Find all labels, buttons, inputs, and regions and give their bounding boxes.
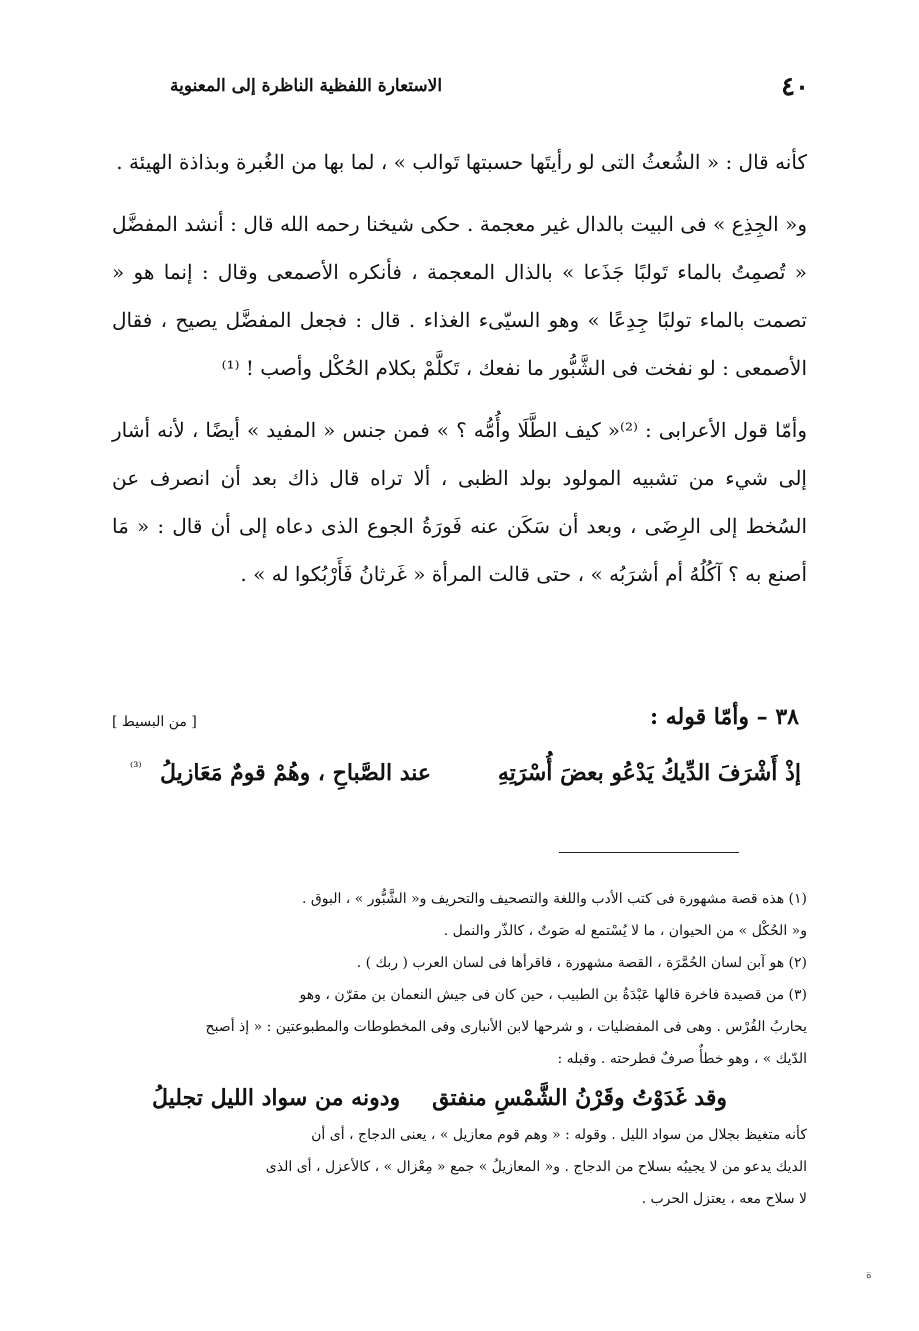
footnote-3-line-6: لا سلاح معه ، يعتزل الحرب .	[641, 1191, 807, 1207]
footnote-3-line-1: (٣) من قصيدة فاخرة قالها عَبْدَةُ بن الطبيب ، حين كان فى جيش النعمان بن مقرّن ، وهو	[299, 987, 807, 1003]
body-text	[112, 138, 807, 612]
footnote-1-line-2: و« الحُكْل » من الحيوان ، ما لا يُسْتمع له صَوتٌ ، كالذّر والنمل .	[443, 923, 807, 939]
verse-heading	[112, 704, 799, 754]
footnote-2: (٢) هو آبن لسان الحُمَّرَة ، القصة مشهورة ، فاقرأها فى لسان العرب ( ربك ) .	[356, 955, 807, 971]
page-number: ٤٠	[781, 72, 809, 102]
footnote-3-line-3: الدّيك » ، وهو خطأٌ صرفٌ فطرحته . وقبله :	[557, 1051, 807, 1067]
verse-hemistich-first: إذْ أَشْرَفَ الدِّيكُ يَدْعُو بعضَ أُسْرَتِهِ	[497, 760, 801, 786]
paragraph-1: كأنه قال : « الشُعثُ التى لو رأيتَها حسبتها تَوالب » ، لما بها من الغُبرة وبذاذة الهيئة .	[116, 150, 807, 174]
footnote-verse-hemistich-second: ودونه من سواد الليل تجليلُ	[152, 1085, 401, 1111]
footnote-3-line-5: الديك يدعو من لا يجيبُه بسلاح من الدجاج . و« المعازيلُ » جمع « مِعْزال » ، كالأعزل ، أى الذى	[265, 1159, 807, 1175]
footnote-divider	[559, 852, 739, 853]
footnote-3-line-2: يحاربُ الفُرْس . وهى فى المفضليات ، و شرحها لابن الأنبارى وفى المخطوطات والمطبوعتين : « إذ أصبح	[205, 1019, 807, 1035]
footnote-verse-hemistich-first: وقد غَدَوْتُ وقَرْنُ الشَّمْسِ منفتق	[432, 1085, 727, 1111]
verse-hemistich-second: عند الصَّباحِ ، وهُمْ قومٌ مَعَازيلُ	[160, 760, 432, 786]
footnote-3-verse	[112, 1081, 807, 1115]
verse-meter: [ من البسيط ]	[112, 714, 197, 730]
paragraph-2: و« الجِذِع » فى البيت بالدال غير معجمة . حكى شيخنا رحمه الله قال : أنشد المفضَّل « تُصمِتُ بالماء تَولبًا جَذَعا » بالذال المعجمة ، فأنكره الأصمعى وقال : إنما هو « تصمت بالماء تولبًا جِدِعًا » وهو السيّىء الغذاء . قال : فجعل المفضَّل يصيح ، فقال الأصمعى : لو نفخت فى الشَّبُّور ما نفعك ، تَكلَّمْ بكلام الحُكْل وأصب ! ⁽¹⁾	[112, 212, 807, 380]
verse-number: ٣٨ – وأمّا قوله :	[649, 704, 799, 730]
corner-mark: ة	[866, 1268, 872, 1281]
verse-footnote-ref: ⁽³⁾	[130, 760, 142, 775]
footnotes	[112, 885, 807, 1217]
footnote-1-line-1: (١) هذه قصة مشهورة فى كتب الأدب واللغة والتصحيف والتحريف و« الشَّبُّور » ، البوق .	[301, 891, 807, 907]
page-header	[110, 72, 809, 112]
footnote-3-line-4: كأنه متغيظ بجلال من سواد الليل . وقوله : « وهم قوم معازيل » ، يعنى الدجاج ، أى أن	[311, 1127, 807, 1143]
paragraph-3: وأمّا قول الأعرابى : ⁽²⁾« كيف الطَّلَا وأُمُّه ؟ » فمن جنس « المفيد » أيضًا ، لأنه أشار إلى شيء من تشبيه المولود بولد الظبى ، ألا تراه قال ذاك بعد أن انصرف عن السُخط إلى الرِضَى ، وبعد أن سَكَن عنه فَورَةُ الجوع الذى دعاه إلى أن قال : « مَا أصنع به ؟ آكُلُهُ أم أشرَبُه » ، حتى قالت المرأة « غَرثانُ فَأَرْبُكوا له » .	[112, 418, 808, 586]
running-title: الاستعارة اللفظية الناظرة إلى المعنوية	[170, 76, 443, 96]
verse-line	[130, 760, 801, 810]
